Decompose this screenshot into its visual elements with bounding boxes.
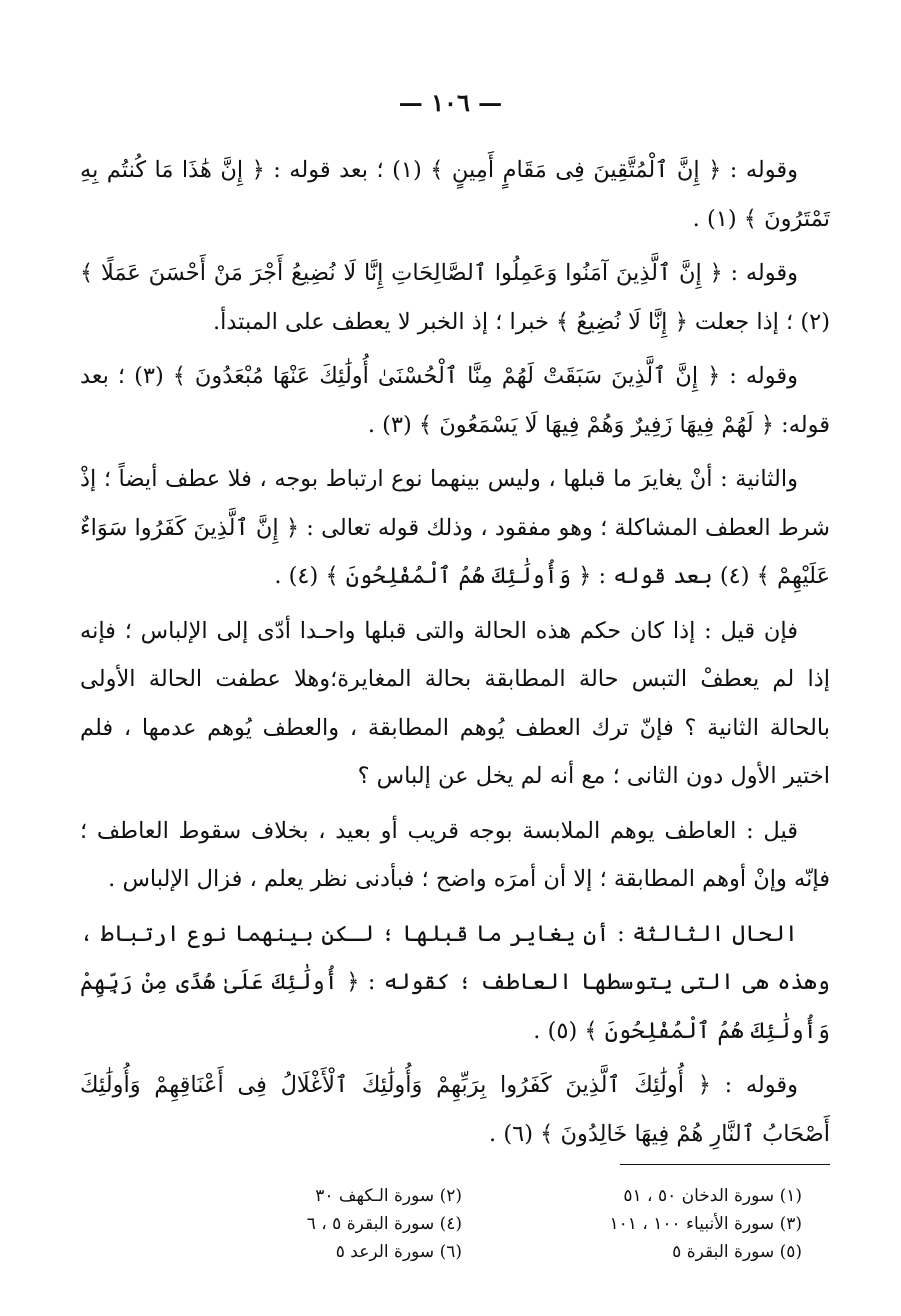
- footnote: (٣) سورة الأنبياء ١٠٠ ، ١٠١: [609, 1214, 802, 1234]
- footnote-row: [80, 1182, 830, 1210]
- paragraph: فإن قيل : إذا كان حكم هذه الحالة والتى قبلها واحـدا أدّى إلى الإلباس ؛ فإنه إذا لم يعطفْ التبس حالة المطابقة بحالة المغايرة؛وهلا عطفت الحالة الأولى بالحالة الثانية ؟ فإنّ ترك العطف يُوهم المطابقة ، والعطف يُوهم عدمها ، فلم اختير الأول دون الثانى ؛ مع أنه لم يخل عن إلباس ؟: [80, 617, 830, 789]
- footnote: (١) سورة الدخان ٥٠ ، ٥١: [623, 1186, 802, 1206]
- paragraph: وقوله : ﴿ إِنَّ ٱلَّذِينَ سَبَقَتْ لَهُمْ مِنَّا ٱلْحُسْنَىٰ أُولَٰئِكَ عَنْهَا مُبْعَدُونَ ﴾ (٣) ؛ بعد قوله: ﴿ لَهُمْ فِيهَا زَفِيرٌ وَهُمْ فِيهَا لَا يَسْمَعُونَ ﴾ (٣) .: [80, 363, 830, 438]
- paragraph: والثانية : أنْ يغايرَ ما قبلها ، وليس بينهما نوع ارتباط بوجه ، فلا عطف أيضاً ؛ إذْ شرط العطف المشاكلة ؛ وهو مفقود ، وذلك قوله تعالى : ﴿ إِنَّ ٱلَّذِينَ كَفَرُوا سَوَاءٌ عَلَيْهِمْ ﴾ (٤) بعد قوله : ﴿ وَأُولَٰئِكَ هُمُ ٱلْمُفْلِحُونَ ﴾ (٤) .: [80, 466, 830, 589]
- footnote: (٤) سورة البقرة ٥ ، ٦: [306, 1214, 462, 1234]
- paragraph: وقوله : ﴿ إِنَّ ٱلَّذِينَ آمَنُوا وَعَمِلُوا ٱلصَّالِحَاتِ إِنَّا لَا نُضِيعُ أَجْرَ مَنْ أَحْسَنَ عَمَلًا ﴾ (٢) ؛ إذا جعلت ﴿ إِنَّا لَا نُضِيعُ ﴾ خبرا ؛ إذ الخبر لا يعطف على المبتدأ.: [80, 260, 830, 335]
- footnote-row: [80, 1238, 830, 1266]
- footnote: (٦) سورة الرعد ٥: [335, 1242, 462, 1262]
- footnote-divider: [620, 1164, 830, 1165]
- footnote: (٢) سورة الـكهف ٣٠: [315, 1186, 462, 1206]
- footnote-row: [80, 1210, 830, 1238]
- paragraph: قيل : العاطف يوهم الملابسة بوجه قريب أو بعيد ، بخلاف سقوط العاطف ؛ فإنّه وإنْ أوهم المطابقة ؛ إلا أن أمرَه واضح ؛ فبأدنى نظر يعلم ، فزال الإلباس .: [80, 817, 830, 892]
- footnotes: [80, 1182, 830, 1266]
- paragraph: وقوله : ﴿ أُولَٰئِكَ ٱلَّذِينَ كَفَرُوا بِرَبِّهِمْ وَأُولَٰئِكَ ٱلْأَغْلَالُ فِى أَعْنَاقِهِمْ وَأُولَٰئِكَ أَصْحَابُ ٱلنَّارِ هُمْ فِيهَا خَالِدُونَ ﴾ (٦) .: [80, 1072, 830, 1147]
- paragraph: وقوله : ﴿ إِنَّ ٱلْمُتَّقِينَ فِى مَقَامٍ أَمِينٍ ﴾ (١) ؛ بعد قوله : ﴿ إِنَّ هَٰذَا مَا كُنتُم بِهِ تَمْتَرُونَ ﴾ (١) .: [80, 157, 830, 232]
- page-number: — ١٠٦ —: [398, 88, 503, 117]
- paragraph: الحال الثالثة : أن يغاير ما قبلها ؛ لـكن بينهما نوع ارتباط ، وهذه هى التى يتوسطها العاطف ؛ كقوله : ﴿ أُولَٰئِكَ عَلَىٰ هُدًى مِنْ رَبِّهِمْ وَأُولَٰئِكَ هُمُ ٱلْمُفْلِحُونَ ﴾ (٥) .: [80, 920, 830, 1044]
- main-text: [80, 146, 830, 1164]
- footnote: (٥) سورة البقرة ٥: [672, 1242, 802, 1262]
